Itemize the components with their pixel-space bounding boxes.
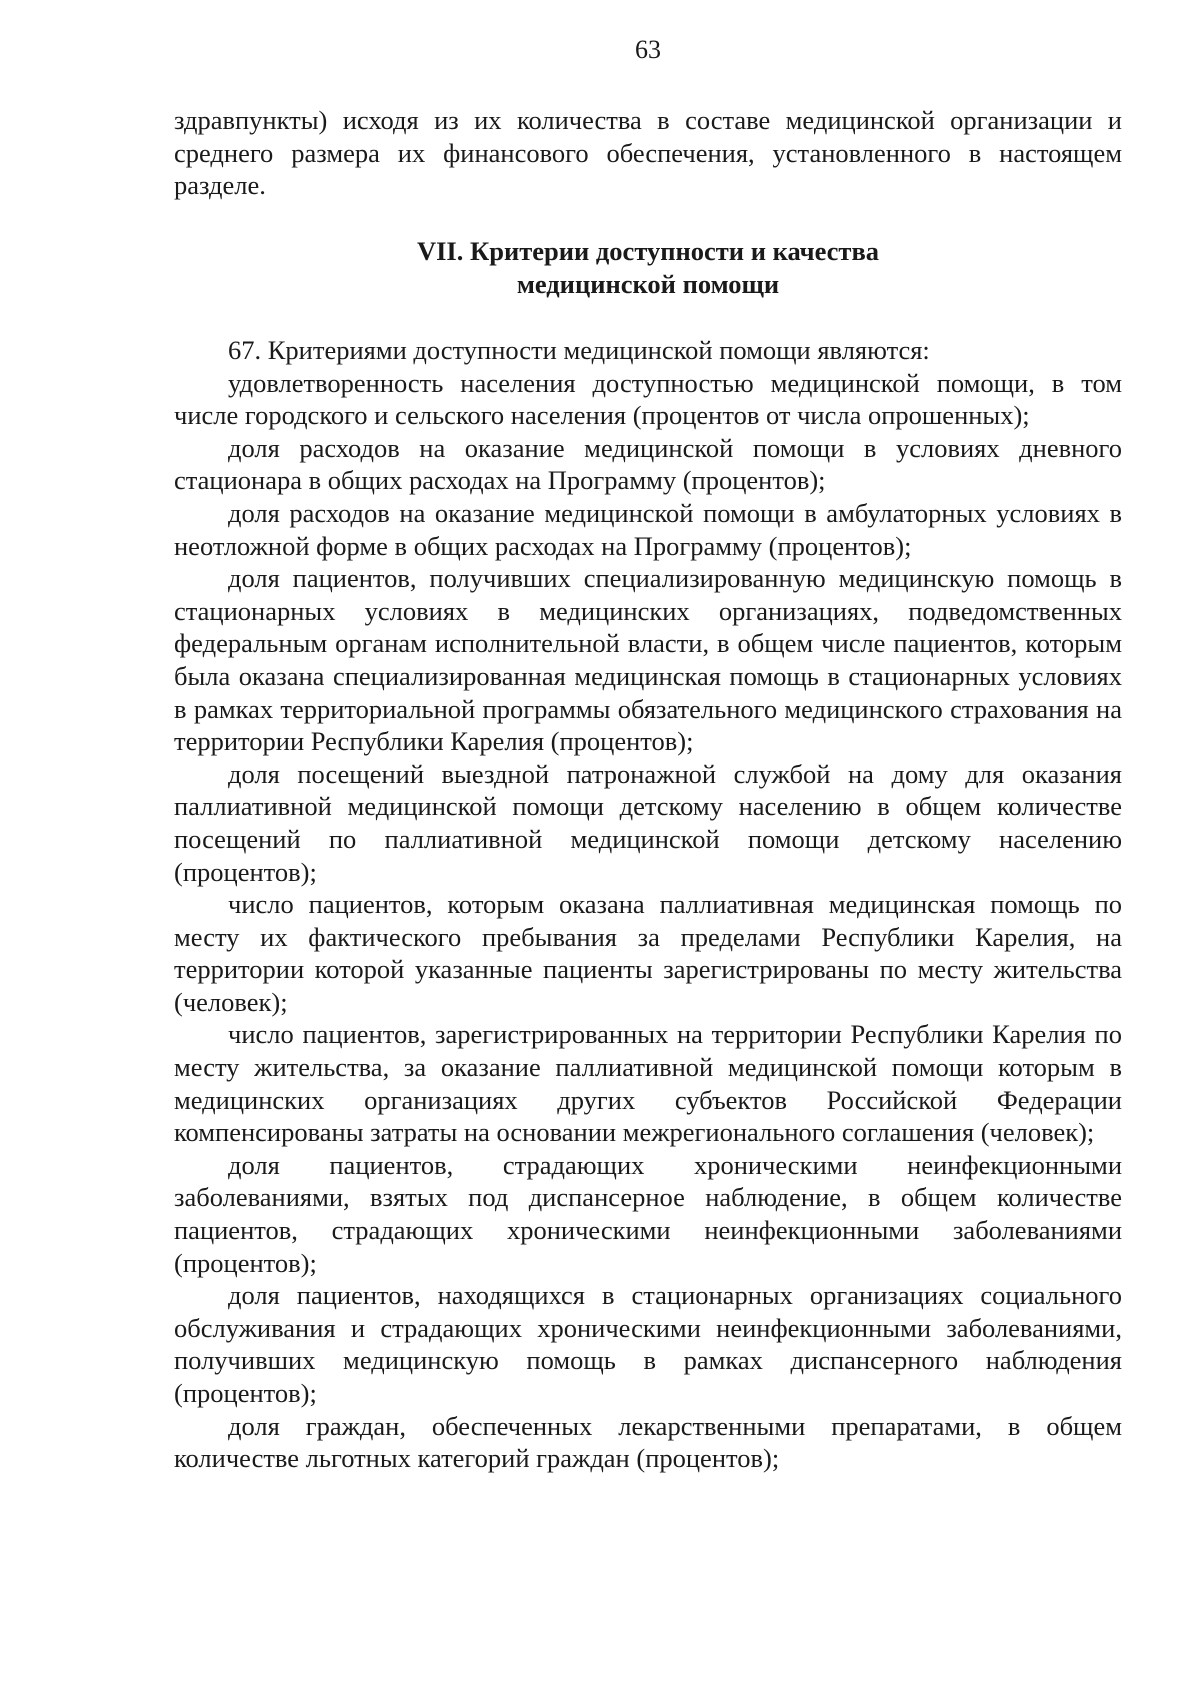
- section-title: [174, 235, 1122, 300]
- lead-paragraph-block: [174, 104, 1122, 202]
- page-number: 63: [635, 35, 661, 64]
- paragraph-5: доля пациентов, получивших специализированную медицинскую помощь в стационарных условиях в медицинских организациях, подведомственных федеральным органам исполнительной власти, в общем числе пациентов, которым была оказана специализированная медицинская помощь в стационарных условиях в рамках территориальной программы обязательного медицинского страхования на территории Республики Карелия (процентов);: [174, 563, 1122, 757]
- paragraph-4: доля расходов на оказание медицинской помощи в амбулаторных условиях в неотложной форме в общих расходах на Программу (процентов);: [174, 497, 1122, 561]
- paragraph-7: число пациентов, которым оказана паллиативная медицинская помощь по месту их фактического пребывания за пределами Республики Карелия, на территории которой указанные пациенты зарегистрированы по месту жительства (человек);: [174, 889, 1122, 1017]
- section-title-line-2: медицинской помощи: [516, 268, 780, 299]
- paragraph-11: доля граждан, обеспеченных лекарственными препаратами, в общем количестве льготных категорий граждан (процентов);: [174, 1410, 1122, 1474]
- paragraph-10: доля пациентов, находящихся в стационарных организациях социального обслуживания и страдающих хроническими неинфекционными заболеваниями, получивших медицинскую помощь в рамках диспансерного наблюдения (процентов);: [174, 1280, 1122, 1408]
- paragraph-2: удовлетворенность населения доступностью медицинской помощи, в том числе городского и сельского населения (процентов от числа опрошенных);: [174, 367, 1122, 431]
- paragraph-8: число пациентов, зарегистрированных на территории Республики Карелия по месту жительства, за оказание паллиативной медицинской помощи которым в медицинских организациях других субъектов Российской Федерации компенсированы затраты на основании межрегионального соглашения (человек);: [174, 1019, 1122, 1148]
- section-title-line-1: VII. Критерии доступности и качества: [416, 236, 880, 266]
- lead-paragraph: здравпункты) исходя из их количества в составе медицинской организации и среднего размера их финансового обеспечения, установленного в настоящем разделе.: [174, 105, 1122, 201]
- body-text: [174, 334, 1122, 1475]
- paragraph-3: доля расходов на оказание медицинской помощи в условиях дневного стационара в общих расходах на Программу (процентов);: [174, 432, 1122, 496]
- paragraph-9: доля пациентов, страдающих хроническими неинфекционными заболеваниями, взятых под диспансерное наблюдение, в общем количестве пациентов, страдающих хроническими неинфекционными заболеваниями (процентов);: [174, 1149, 1122, 1278]
- paragraph-6: доля посещений выездной патронажной службой на дому для оказания паллиативной медицинской помощи детскому населению в общем количестве посещений по паллиативной медицинской помощи детскому населению (процентов);: [174, 758, 1122, 887]
- paragraph-1: 67. Критериями доступности медицинской помощи являются:: [228, 335, 930, 365]
